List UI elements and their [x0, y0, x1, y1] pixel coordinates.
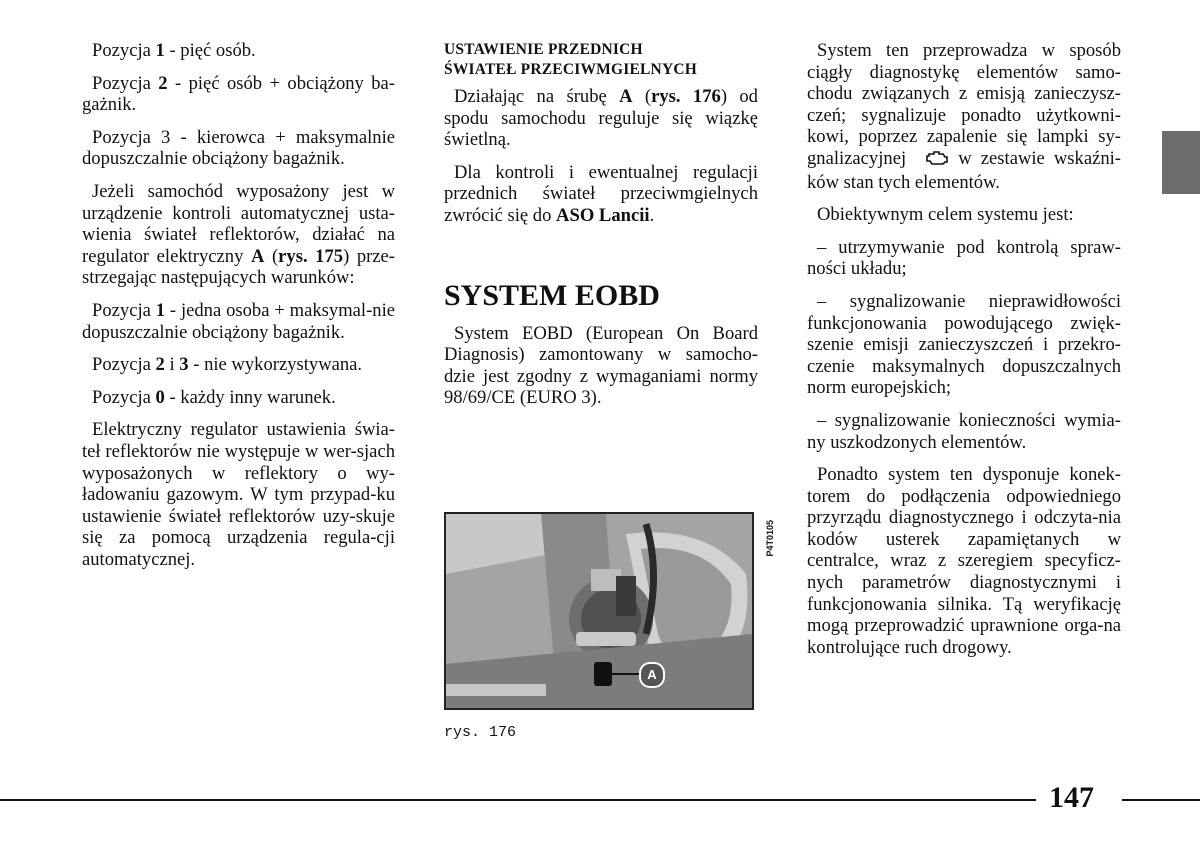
fog-lights-heading: USTAWIENIE PRZEDNICH ŚWIATEŁ PRZECIWMGIELNYCH	[444, 41, 697, 78]
list-item-signal-malfunction: – sygnalizowanie nieprawidłowości funkcjonowania powodującego zwięk-szenie emisji zanieczyszczeń i przekro-czenie maksymalnych dopuszczalnych norm europejskich;	[807, 290, 1121, 399]
paragraph-position-3: Pozycja 3 - kierowca + maksymalnie dopuszczalnie obciążony bagażnik.	[82, 126, 395, 170]
paragraph-fog-service: Dla kontroli i ewentualnej regulacji przednich świateł przeciwmgielnych zwrócić się do ASO Lancii.	[444, 161, 758, 226]
paragraph-fog-adjust: Działając na śrubę A (rys. 176) od spodu samochodu reguluje się wiązkę świetlną.	[444, 86, 758, 151]
paragraph-gas-discharge: Elektryczny regulator ustawienia świa-teł reflektorów nie występuje w wer-sjach wyposażonych w reflektory o wy-ładowaniu gazowym. W tym przypad-ku ustawienie świateł reflektorów uzy-skuje się za pomocą urządzenia regula-cji automatycznej.	[82, 419, 395, 570]
fog-light-adjuster-illustration	[446, 514, 752, 708]
figure-code: P4T0105	[765, 519, 775, 557]
figure-caption: rys. 176	[444, 723, 517, 741]
section-heading-eobd: SYSTEM EOBD	[444, 278, 660, 312]
paragraph-position-2-3: Pozycja 2 i 3 - nie wykorzystywana.	[92, 354, 363, 376]
paragraph-position-0: Pozycja 0 - każdy inny warunek.	[92, 386, 336, 408]
right-column	[807, 40, 1121, 669]
paragraph-position-1-auto: Pozycja 1 - jedna osoba + maksymal-nie dopuszczalnie obciążony bagażnik.	[82, 299, 395, 343]
left-column	[82, 40, 395, 581]
middle-column	[444, 40, 775, 744]
paragraph-position-1: Pozycja 1 - pięć osób.	[92, 40, 256, 61]
figure-176	[444, 512, 775, 744]
list-item-signal-replacement: – sygnalizowanie konieczności wymia-ny uszkodzonych elementów.	[807, 409, 1121, 453]
paragraph-eobd-intro: System EOBD (European On Board Diagnosis) zamontowany w samocho-dzie jest zgodny z wymaganiami normy 98/69/CE (EURO 3).	[444, 322, 758, 409]
paragraph-connector: Ponadto system ten dysponuje konek-torem do podłączenia odpowiedniego przyrządu diagnostycznego i odczyta-nia kodów usterek zapamiętanych w centralce, wraz z szeregiem specyficz-nych parametrów diagnostycznymi i funkcjonowania silnika. Tą weryfikację mogą przeprowadzić uprawnione orga-na kontrolujące ruch drogowy.	[807, 464, 1121, 658]
list-item-control: – utrzymywanie pod kontrolą spraw-ności układu;	[807, 236, 1121, 280]
paragraph-eobd-diagnostics: System ten przeprowadza w sposób ciągły diagnostykę elementów samo-chodu związanych z emisją zanieczysz-czeń; sygnalizuje ponadto użytkowni-kowi, poprzez zapalenie się lampki sy-gnalizacyjnej w zestawie wskaźni-ków stan tych elementów.	[807, 40, 1121, 193]
footer-rule-left	[0, 799, 1036, 801]
figure-image	[444, 512, 754, 710]
footer-rule-right	[1122, 799, 1200, 801]
paragraph-position-2: Pozycja 2 - pięć osób + obciążony ba-gażnik.	[82, 72, 395, 116]
page-number: 147	[1049, 781, 1094, 814]
chapter-tab-marker	[1162, 131, 1200, 194]
paragraph-auto-leveling: Jeżeli samochód wyposażony jest w urządzenie kontroli automatycznej usta-wienia świateł reflektorów, działać na regulator elektryczny A (rys. 175) prze-strzegając następujących warunków:	[82, 180, 396, 289]
callout-a: A	[639, 662, 665, 688]
paragraph-objective: Obiektywnym celem systemu jest:	[817, 204, 1074, 226]
engine-check-icon	[915, 150, 949, 172]
